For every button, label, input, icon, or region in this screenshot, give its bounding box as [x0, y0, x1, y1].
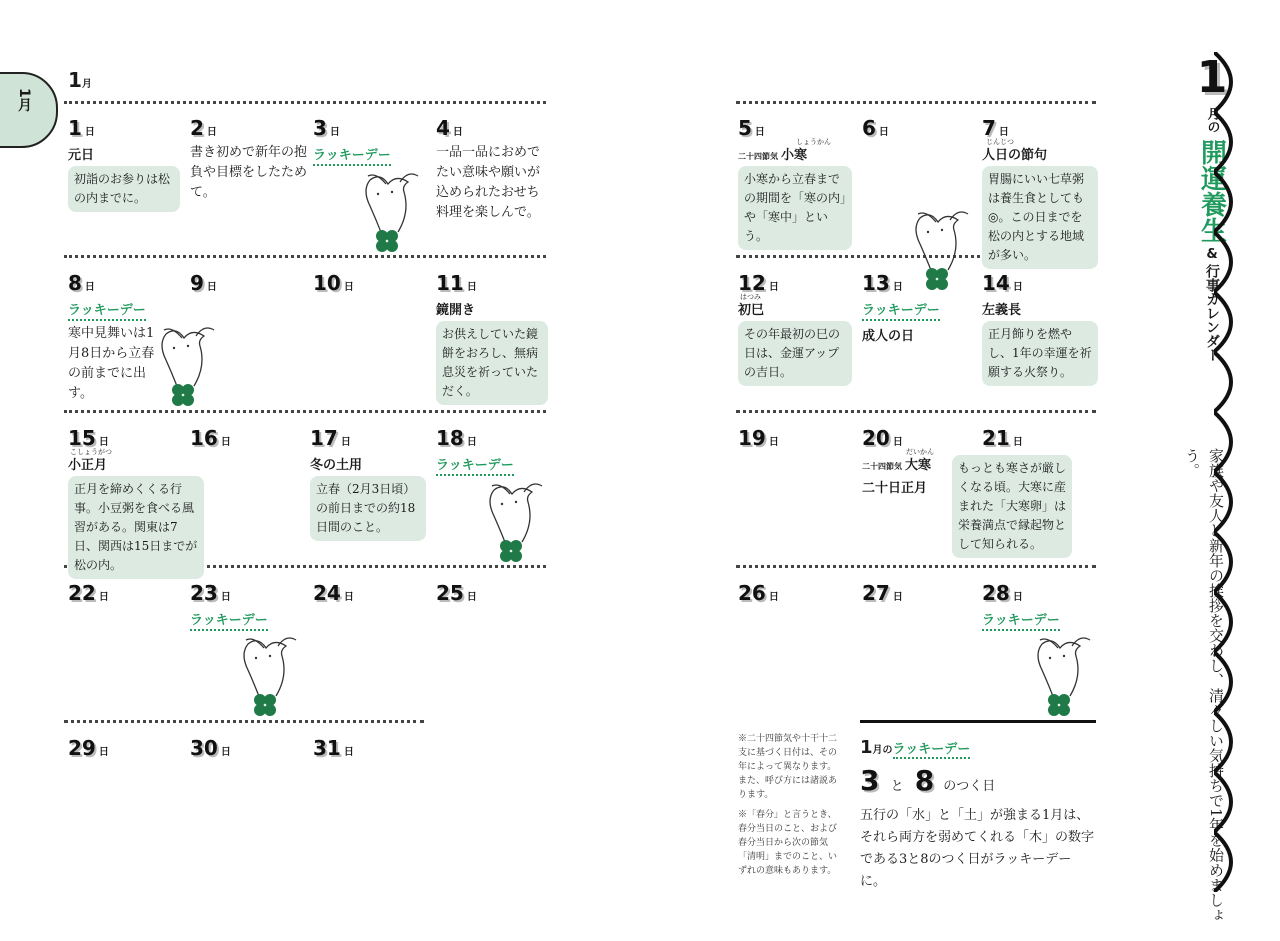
day-number: 11	[436, 271, 464, 295]
day-unit: 日	[98, 592, 109, 603]
day-unit: 日	[206, 127, 217, 138]
goat-illustration	[1028, 630, 1098, 720]
lucky-box-month: 1	[860, 737, 873, 758]
row-divider	[736, 101, 1096, 104]
event-text: 一品一品におめでたい意味や願いが込められたおせち料理を楽しんで。	[436, 145, 541, 220]
day-unit: 日	[998, 127, 1009, 138]
day-number: 25	[436, 581, 464, 605]
day-unit: 日	[220, 592, 231, 603]
day-number: 1	[68, 116, 82, 140]
day-number: 18	[436, 426, 464, 450]
day-unit: 日	[220, 747, 231, 758]
day-number: 29	[68, 736, 96, 760]
day-cell-19	[738, 426, 779, 450]
day-number: 5	[738, 116, 752, 140]
lucky-day-label: ラッキーデー	[436, 454, 514, 476]
day-cell-24	[313, 581, 354, 605]
sekki-label: 二十四節気	[862, 462, 902, 471]
day-number: 24	[313, 581, 341, 605]
day-cell-26	[738, 581, 779, 605]
day-number: 30	[190, 736, 218, 760]
event-note: 立春（2月3日頃）の前日までの約18日間のこと。	[310, 476, 426, 541]
lucky-day-label: ラッキーデー	[68, 299, 146, 321]
goat-illustration	[906, 204, 976, 294]
month-heading-unit: 月	[81, 79, 92, 90]
row-divider	[64, 101, 546, 104]
side-title-month-of: 月の	[1204, 107, 1220, 133]
side-title-amp: &	[1206, 247, 1218, 262]
day-cell-9	[190, 271, 217, 295]
event-text: 寒中見舞いは1月8日から立春の前までに出す。	[68, 326, 155, 401]
scalloped-border	[1214, 52, 1254, 892]
day-cell-23	[190, 581, 302, 631]
day-unit: 日	[1012, 282, 1023, 293]
day-cell-15	[68, 426, 204, 579]
day-unit: 日	[466, 437, 477, 448]
ruby-text: こしょうがつ	[70, 448, 112, 456]
day-unit: 日	[768, 592, 779, 603]
event-note: 正月を締めくくる行事。小豆粥を食べる風習がある。関東は7日、関西は15日までが松の内。	[68, 476, 204, 579]
day-unit: 日	[84, 282, 95, 293]
ruby-text: しょうかん	[796, 138, 831, 146]
side-title-number: 1	[1196, 52, 1228, 103]
day-number: 13	[862, 271, 890, 295]
day-unit: 日	[206, 282, 217, 293]
day-cell-27	[862, 581, 903, 605]
sekki-label: 二十四節気	[738, 152, 778, 161]
day-number: 9	[190, 271, 204, 295]
day-cell-4	[436, 116, 544, 223]
day-unit: 日	[220, 437, 231, 448]
day-cell-28	[982, 581, 1094, 631]
day-cell-3	[313, 116, 425, 166]
day-number: 27	[862, 581, 890, 605]
day-number: 14	[982, 271, 1010, 295]
day-number: 12	[738, 271, 766, 295]
day-number: 21	[982, 426, 1010, 450]
day-cell-14	[982, 271, 1098, 386]
lucky-day-label: ラッキーデー	[862, 299, 940, 321]
event-note: もっとも寒さが厳しくなる頃。大寒に産まれた「大寒卵」は栄養満点で縁起物として知られる。	[952, 455, 1072, 558]
event-title: 初巳	[738, 303, 765, 318]
day-cell-12	[738, 271, 852, 386]
day-cell-29	[68, 736, 109, 760]
event-note: お供えしていた鏡餅をおろし、無病息災を祈っていただく。	[436, 321, 548, 405]
day-unit: 日	[768, 282, 779, 293]
day-number: 22	[68, 581, 96, 605]
lucky-suffix: のつく日	[943, 779, 996, 794]
goat-illustration	[480, 476, 550, 566]
day-cell-6	[862, 116, 889, 140]
day-number: 23	[190, 581, 218, 605]
day-cell-1	[68, 116, 180, 212]
lucky-day-label: ラッキーデー	[190, 609, 268, 631]
lucky-day-box	[860, 720, 1096, 893]
row-divider	[736, 565, 1096, 568]
day-unit: 日	[343, 282, 354, 293]
day-number: 10	[313, 271, 341, 295]
lucky-day-label: ラッキーデー	[982, 609, 1060, 631]
day-cell-11	[436, 271, 548, 405]
event-note: その年最初の巳の日は、金運アップの吉日。	[738, 321, 852, 386]
day-cell-30	[190, 736, 231, 760]
month-tab	[0, 72, 58, 148]
event-note: 小寒から立春までの期間を「寒の内」や「寒中」という。	[738, 166, 852, 250]
day-unit: 日	[343, 747, 354, 758]
day-cell-20	[862, 426, 954, 496]
footnotes	[738, 732, 842, 878]
lucky-box-label: ラッキーデー	[892, 742, 971, 757]
day-unit: 日	[98, 437, 109, 448]
day-unit: 日	[878, 127, 889, 138]
day-cell-5	[738, 116, 852, 250]
day-number: 26	[738, 581, 766, 605]
day-number: 3	[313, 116, 327, 140]
lead-text: 家族や友人と新年の挨拶を交わし、清々しい気持ちで1年を始めましょう。	[1183, 448, 1225, 923]
day-unit: 日	[892, 592, 903, 603]
event-title: 冬の土用	[310, 458, 363, 473]
day-cell-7	[982, 116, 1098, 269]
ruby-text: じんじつ	[986, 138, 1014, 146]
day-cell-18	[436, 426, 548, 476]
day-unit: 日	[892, 282, 903, 293]
day-cell-22	[68, 581, 109, 605]
month-tab-label: 1月	[16, 88, 32, 112]
ruby-text: はつみ	[740, 293, 761, 301]
row-divider	[736, 410, 1096, 413]
day-number: 8	[68, 271, 82, 295]
month-heading	[68, 68, 92, 92]
event-note: 正月飾りを燃やし、1年の幸運を祈願する火祭り。	[982, 321, 1098, 386]
row-divider	[64, 410, 546, 413]
event-title: 大寒	[905, 458, 932, 473]
day-number: 20	[862, 426, 890, 450]
day-cell-2	[190, 116, 308, 203]
day-cell-21	[982, 426, 1023, 450]
day-cell-10	[313, 271, 354, 295]
day-number: 17	[310, 426, 338, 450]
event-title: 左義長	[982, 303, 1022, 318]
event-title-2: 二十日正月	[862, 481, 928, 496]
goat-illustration	[356, 166, 426, 256]
event-title: 成人の日	[862, 329, 915, 344]
day-unit: 日	[98, 747, 109, 758]
day-number: 15	[68, 426, 96, 450]
day-unit: 日	[466, 282, 477, 293]
event-title: 小正月	[68, 458, 108, 473]
day-unit: 日	[1012, 592, 1023, 603]
lucky-box-text: 五行の「水」と「土」が強まる1月は、それら両方を弱めてくれる「木」の数字である3と8のつく日がラッキーデーに。	[860, 808, 1095, 889]
ruby-text: だいかん	[906, 448, 934, 456]
day-unit: 日	[466, 592, 477, 603]
footnote: ※二十四節気や十干十二支に基づく日付は、その年によって異なります。また、呼び方には諸説あります。	[738, 734, 838, 800]
event-title: 鏡開き	[436, 303, 476, 318]
day-unit: 日	[754, 127, 765, 138]
day-unit: 日	[340, 437, 351, 448]
event-title: 小寒	[781, 148, 808, 163]
day-unit: 日	[892, 437, 903, 448]
day-number: 7	[982, 116, 996, 140]
day-number: 6	[862, 116, 876, 140]
day-number: 31	[313, 736, 341, 760]
goat-illustration	[234, 630, 304, 720]
lucky-number-b: 8	[914, 764, 935, 797]
day-cell-16	[190, 426, 231, 450]
day-unit: 日	[329, 127, 340, 138]
footnote: ※「春分」と言うとき、春分当日のこと、および春分当日から次の節気「清明」までのこと、いずれの意味もあります。	[738, 810, 838, 876]
event-title: 元日	[68, 148, 95, 163]
day-unit: 日	[1012, 437, 1023, 448]
event-note: 胃腸にいい七草粥は養生食としても◎。この日までを松の内とする地域が多い。	[982, 166, 1098, 269]
day-cell-25	[436, 581, 477, 605]
event-text: 書き初めで新年の抱負や目標をしたためて。	[190, 145, 308, 200]
day-cell-31	[313, 736, 354, 760]
day-number: 2	[190, 116, 204, 140]
day-number: 16	[190, 426, 218, 450]
side-title-main: 開運養生	[1196, 139, 1227, 243]
goat-illustration	[152, 320, 222, 410]
day-unit: 日	[343, 592, 354, 603]
event-note: 初詣のお参りは松の内までに。	[68, 166, 180, 212]
lucky-and: と	[890, 779, 904, 794]
event-title: 人日の節句	[982, 148, 1048, 163]
month-heading-number: 1	[68, 68, 82, 92]
side-title-sub: 行事カレンダー	[1204, 264, 1220, 362]
row-divider	[64, 720, 424, 723]
day-number: 19	[738, 426, 766, 450]
day-number: 4	[436, 116, 450, 140]
day-unit: 日	[452, 127, 463, 138]
day-number: 28	[982, 581, 1010, 605]
day-unit: 日	[84, 127, 95, 138]
day-unit: 日	[768, 437, 779, 448]
lucky-day-label: ラッキーデー	[313, 144, 391, 166]
lucky-number-a: 3	[860, 764, 880, 797]
lucky-box-month-unit: 月の	[872, 745, 893, 756]
day-cell-17	[310, 426, 426, 541]
row-divider	[64, 255, 546, 258]
